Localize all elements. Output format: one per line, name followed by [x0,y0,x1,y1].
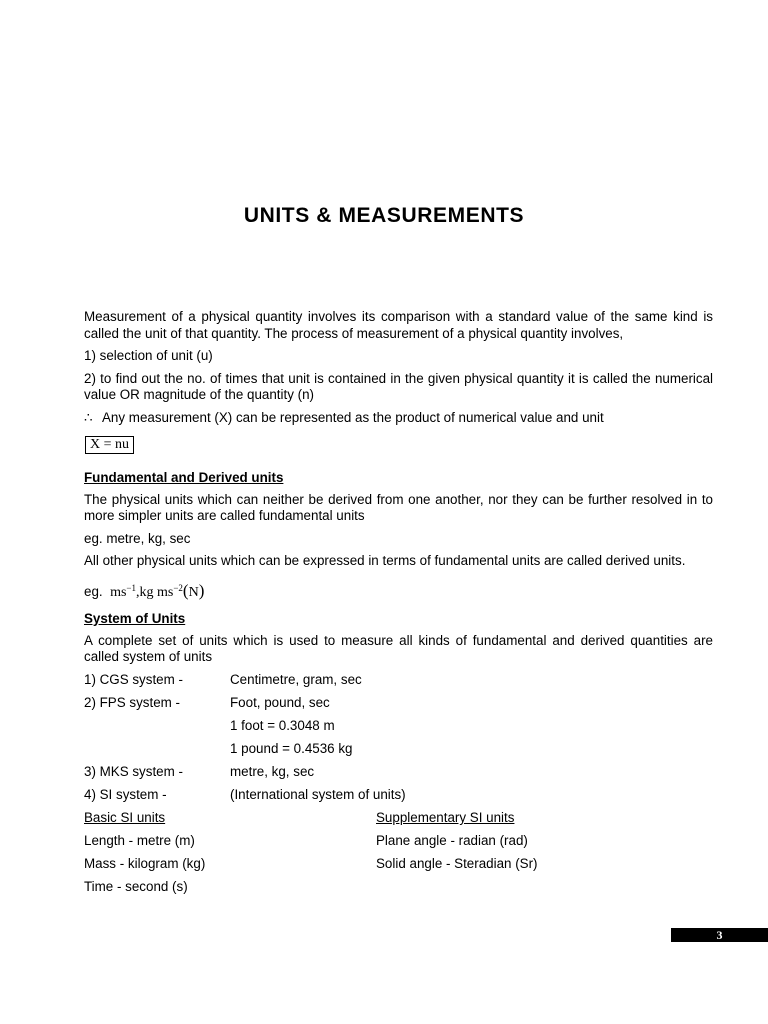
system-label: 4) SI system - [84,786,167,802]
si-units-row [84,879,713,896]
system-label: 1) CGS system - [84,671,183,687]
basic-si-unit: Mass - kilogram (kg) [84,856,206,872]
intro-paragraph: Measurement of a physical quantity involves its comparison with a standard value of the same kind is called the unit of that quantity. The process of measurement of a physical quantity involves, [84,309,713,341]
page-number: 3 [671,928,768,942]
system-row [84,764,713,781]
system-row [84,787,713,804]
basic-si-heading: Basic SI units [84,810,166,826]
derived-unit-formula: $ms^{-1},kg$ $ms^{-2}(N)$ [110,580,205,600]
therefore-symbol: ∴ [84,409,93,425]
derived-eg-label: eg. [84,583,103,599]
si-units-headings [84,810,713,827]
conclusion-text: Any measurement (X) can be represented as the product of numerical value and unit [102,409,604,425]
si-units-table [84,810,713,896]
si-units-row [84,856,713,873]
system-label [84,741,230,758]
basic-si-unit: Time - second (s) [84,879,188,895]
system-value: 1 pound = 0.4536 kg [230,740,353,756]
unit-kgms: kg ms [139,584,174,600]
supplementary-si-unit: Solid angle - Steradian (Sr) [376,856,538,872]
unit-separator: , [136,584,140,600]
supplementary-si-unit: Plane angle - radian (rad) [376,833,528,849]
conclusion-line [84,410,713,427]
section-heading-fundamental: Fundamental and Derived units [84,470,284,485]
derived-definition: All other physical units which can be expressed in terms of fundamental units are called derived units. [84,553,686,568]
system-label: 2) FPS system - [84,694,180,710]
derived-example [84,580,713,602]
formula-box: X = nu [85,436,134,454]
system-value: 1 foot = 0.3048 m [230,717,335,733]
fundamental-definition: The physical units which can neither be derived from one another, nor they can be further resolved in to more simpler units are called fundamental units [84,491,713,523]
system-value: Centimetre, gram, sec [230,671,362,687]
step-numerical-value: 2) to find out the no. of times that unit is contained in the given physical quantity it is called the numerical value OR magnitude of the quantity (n) [84,370,713,402]
unit-ms: ms [110,584,127,600]
main-content [84,309,713,902]
supplementary-si-heading: Supplementary SI units [376,810,515,826]
page-title: UNITS & MEASUREMENTS [243,204,525,227]
system-row [84,695,713,712]
system-value: Foot, pound, sec [230,694,330,710]
system-label [84,718,230,735]
system-row [84,718,713,735]
system-label: 3) MKS system - [84,763,183,779]
system-row [84,672,713,689]
si-units-row [84,833,713,850]
fundamental-example: eg. metre, kg, sec [84,530,191,546]
basic-si-unit: Length - metre (m) [84,833,195,849]
system-value: metre, kg, sec [230,763,315,779]
section-heading-systems: System of Units [84,611,186,626]
unit-newton: N [188,584,199,600]
system-value: (International system of units) [230,786,406,802]
unit-ms-exponent: −1 [126,582,136,593]
unit-kgms-exponent: −2 [173,582,183,593]
system-row [84,741,713,758]
systems-definition: A complete set of units which is used to measure all kinds of fundamental and derived quantities are called system of units [84,632,713,664]
step-selection-of-unit: 1) selection of unit (u) [84,348,213,363]
systems-table [84,672,713,804]
